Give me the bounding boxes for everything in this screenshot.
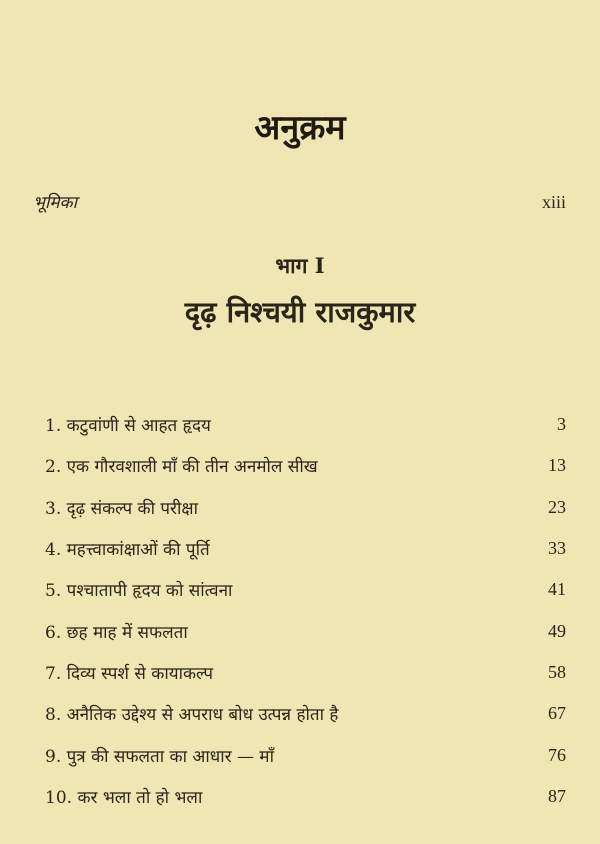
chapter-page-number: 23	[548, 496, 566, 517]
preface-label: भूमिका	[33, 193, 77, 213]
chapter-title: 5. पश्चातापी हृदय को सांत्वना	[45, 581, 233, 602]
toc-entry	[45, 652, 566, 693]
toc-entry	[45, 776, 566, 817]
toc-entry	[45, 693, 566, 734]
toc-entry-preface	[33, 190, 566, 213]
toc-entry	[45, 569, 566, 610]
chapter-title: 9. पुत्र की सफलता का आधार — माँ	[45, 746, 274, 767]
chapter-list	[45, 404, 566, 817]
chapter-title: 3. दृढ़ संकल्प की परीक्षा	[45, 498, 198, 519]
toc-entry	[45, 487, 566, 528]
part-title: दृढ़ निश्चयी राजकुमार	[184, 295, 416, 329]
chapter-page-number: 13	[548, 455, 566, 476]
part-label: भाग I	[275, 253, 325, 278]
chapter-title: 4. महत्त्वाकांक्षाओं की पूर्ति	[45, 540, 210, 561]
toc-entry	[45, 445, 566, 486]
chapter-page-number: 49	[548, 620, 566, 641]
chapter-page-number: 41	[548, 579, 566, 600]
chapter-page-number: 58	[548, 661, 566, 682]
chapter-page-number: 33	[548, 538, 566, 559]
chapter-page-number: 67	[548, 703, 566, 724]
chapter-title: 10. कर भला तो हो भला	[45, 787, 203, 808]
toc-entry	[45, 610, 566, 651]
toc-entry	[45, 734, 566, 775]
preface-page-number: xiii	[541, 192, 566, 212]
chapter-title: 2. एक गौरवशाली माँ की तीन अनमोल सीख	[45, 457, 318, 478]
toc-entry	[45, 528, 566, 569]
page-title: अनुक्रम	[254, 107, 346, 148]
chapter-page-number: 76	[548, 744, 566, 765]
chapter-title: 7. दिव्य स्पर्श से कायाकल्प	[45, 663, 213, 684]
chapter-page-number: 87	[548, 785, 566, 806]
chapter-title: 1. कटुवांणी से आहत हृदय	[45, 416, 211, 437]
chapter-page-number: 3	[557, 414, 566, 435]
chapter-title: 6. छह माह में सफलता	[45, 622, 188, 643]
chapter-title: 8. अनैतिक उद्देश्य से अपराध बोध उत्पन्न होता है	[45, 705, 339, 726]
toc-entry	[45, 404, 566, 445]
